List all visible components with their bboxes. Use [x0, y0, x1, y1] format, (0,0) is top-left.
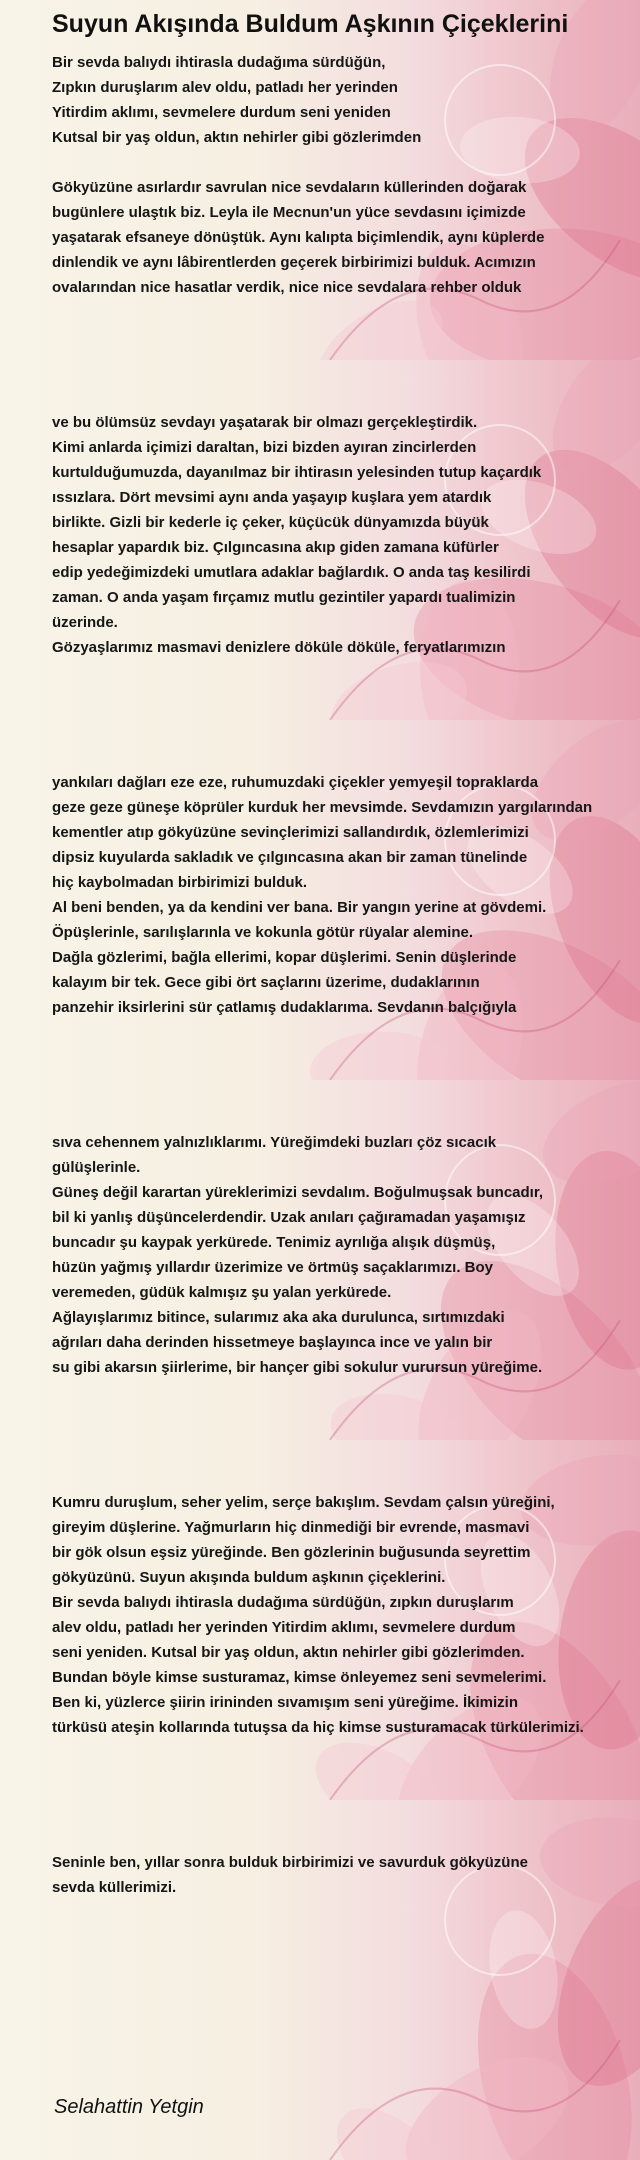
- poem-line: seni yeniden. Kutsal bir yaş oldun, aktın nehirler gibi gözlerimden.: [52, 1644, 525, 1661]
- poem-line: edip yedeğimizdeki umutlara adaklar bağlardık. O anda taş kesilirdi: [52, 564, 531, 581]
- poem-line: türküsü ateşin kollarında tutuşsa da hiç kimse susturamacak türkülerimizi.: [52, 1719, 584, 1736]
- poem-line: ağrıları daha derinden hissetmeye başlayınca ince ve yalın bir: [52, 1334, 493, 1351]
- poem-line: Al beni benden, ya da kendini ver bana. Bir yangın yerine at gövdemi.: [52, 899, 547, 916]
- poem-line: Gözyaşlarımız masmavi denizlere döküle döküle, feryatlarımızın: [52, 639, 506, 656]
- poem-line: kalayım bir tek. Gece gibi ört saçlarını üzerime, dudaklarının: [52, 974, 480, 991]
- author-signature: Selahattin Yetgin: [54, 2096, 204, 2118]
- poem-line: Kumru duruşlum, seher yelim, serçe bakışlım. Sevdam çalsın yüreğini,: [52, 1494, 555, 1511]
- poem-line: üzerinde.: [52, 614, 118, 631]
- poem-title: Suyun Akışında Buldum Aşkının Çiçeklerini: [52, 10, 569, 38]
- poem-line: gülüşlerinle.: [52, 1159, 141, 1176]
- poem-line: Bundan böyle kimse susturamaz, kimse önleyemez seni sevmelerimi.: [52, 1669, 547, 1686]
- poem-line: gökyüzünü. Suyun akışında buldum aşkının çiçeklerini.: [52, 1569, 446, 1586]
- stanza-block: [52, 1130, 543, 1380]
- poem-line: bil ki yanlış düşüncelerdendir. Uzak anıları çağıramadan yaşamışız: [52, 1209, 526, 1226]
- poem-line: ovalarından nice hasatlar verdik, nice nice sevdalara rehber olduk: [52, 279, 522, 296]
- poem-line: Ağlayışlarımız bitince, sularımız aka aka durulunca, sırtımızdaki: [52, 1309, 505, 1326]
- poem-line: kurtulduğumuzda, dayanılmaz bir ihtirasın yelesinden tutup kaçardık: [52, 464, 542, 481]
- poem-line: panzehir iksirlerini sür çatlamış dudaklarıma. Sevdanın balçığıyla: [52, 999, 517, 1016]
- poem-line: sıva cehennem yalnızlıklarımı. Yüreğimdeki buzları çöz sıcacık: [52, 1134, 497, 1151]
- poem-line: veremeden, güdük kalmışız şu yalan yerkürede.: [52, 1284, 392, 1301]
- poem-line: buncadır şu kaypak yerkürede. Tenimiz ayrılığa alışık düşmüş,: [52, 1234, 496, 1251]
- poem-line: Kutsal bir yaş oldun, aktın nehirler gibi gözlerimden: [52, 129, 422, 146]
- poem-line: gireyim düşlerine. Yağmurların hiç dinmediği bir evrende, masmavi: [52, 1519, 530, 1536]
- poem-line: Bir sevda balıydı ihtirasla dudağıma sürdüğün,: [52, 54, 386, 71]
- poem-line: Yitirdim aklımı, sevmelere durdum seni yeniden: [52, 104, 391, 121]
- stanza-block: [52, 410, 541, 660]
- poem-line: Gökyüzüne asırlardır savrulan nice sevdaların küllerinden doğarak: [52, 179, 527, 196]
- poem-line: Zıpkın duruşlarım alev oldu, patladı her yerinden: [52, 79, 398, 96]
- poem-line: dipsiz kuyularda sakladık ve çılgıncasına akan bir zaman tünelinde: [52, 849, 528, 866]
- stanza-block: [52, 770, 592, 1020]
- poem-line: alev oldu, patladı her yerinden Yitirdim aklımı, sevmelere durdum: [52, 1619, 516, 1636]
- poem-line: sevda küllerimizi.: [52, 1879, 177, 1896]
- poem-line: Bir sevda balıydı ihtirasla dudağıma sürdüğün, zıpkın duruşlarım: [52, 1594, 514, 1611]
- poem-line: Ben ki, yüzlerce şiirin irininden sıvamışım seni yüreğime. İkimizin: [52, 1694, 519, 1711]
- stanza-block: [52, 1490, 584, 1740]
- poem-line: ıssızlara. Dört mevsimi aynı anda yaşayıp kuşlara yem atardık: [52, 489, 492, 506]
- poem-line: birlikte. Gizli bir kederle iç çeker, küçücük dünyamızda büyük: [52, 514, 489, 531]
- poem-line: yaşatarak efsaneye dönüştük. Aynı kalıpta biçimlendik, aynı küplerde: [52, 229, 545, 246]
- poem-line: hesaplar yapardık biz. Çılgıncasına akıp giden zamana küfürler: [52, 539, 499, 556]
- stanza-block: [52, 50, 544, 300]
- poem-line: bugünlere ulaştık biz. Leyla ile Mecnun'un yüce sevdasını içimizde: [52, 204, 526, 221]
- poem-line: Seninle ben, yıllar sonra bulduk birbirimizi ve savurduk gökyüzüne: [52, 1854, 528, 1871]
- poem-line: yankıları dağları eze eze, ruhumuzdaki çiçekler yemyeşil topraklarda: [52, 774, 539, 791]
- poem-line: Kimi anlarda içimizi daraltan, bizi bizden ayıran zincirlerden: [52, 439, 477, 456]
- poem-line: zaman. O anda yaşam fırçamız mutlu gezintiler yapardı tualimizin: [52, 589, 516, 606]
- stanza-gap: [52, 150, 544, 175]
- poem-line: su gibi akarsın şiirlerime, bir hançer gibi sokulur vurursun yüreğime.: [52, 1359, 543, 1376]
- poem-line: ve bu ölümsüz sevdayı yaşatarak bir olmazı gerçekleştirdik.: [52, 414, 478, 431]
- poem-line: hüzün yağmış yıllardır üzerimize ve örtmüş saçaklarımızı. Boy: [52, 1259, 493, 1276]
- stanza-block: [52, 1850, 528, 1900]
- poem-line: hiç kaybolmadan birbirimizi bulduk.: [52, 874, 308, 891]
- poem-line: bir gök olsun eşsiz yüreğinde. Ben gözlerinin buğusunda seyrettim: [52, 1544, 531, 1561]
- poem-line: dinlendik ve aynı lâbirentlerden geçerek birbirimizi bulduk. Acımızın: [52, 254, 536, 271]
- poem-line: kementler atıp gökyüzüne sevinçlerimizi sallandırdık, özlemlerimizi: [52, 824, 529, 841]
- poem-line: Öpüşlerinle, sarılışlarınla ve kokunla götür rüyalar alemine.: [52, 924, 473, 941]
- poem-line: Güneş değil karartan yüreklerimizi sevdalım. Boğulmuşsak buncadır,: [52, 1184, 544, 1201]
- poem-line: Dağla gözlerimi, bağla ellerimi, kopar düşlerimi. Senin düşlerinde: [52, 949, 517, 966]
- poem-line: geze geze güneşe köprüler kurduk her mevsimde. Sevdamızın yargılarından: [52, 799, 593, 816]
